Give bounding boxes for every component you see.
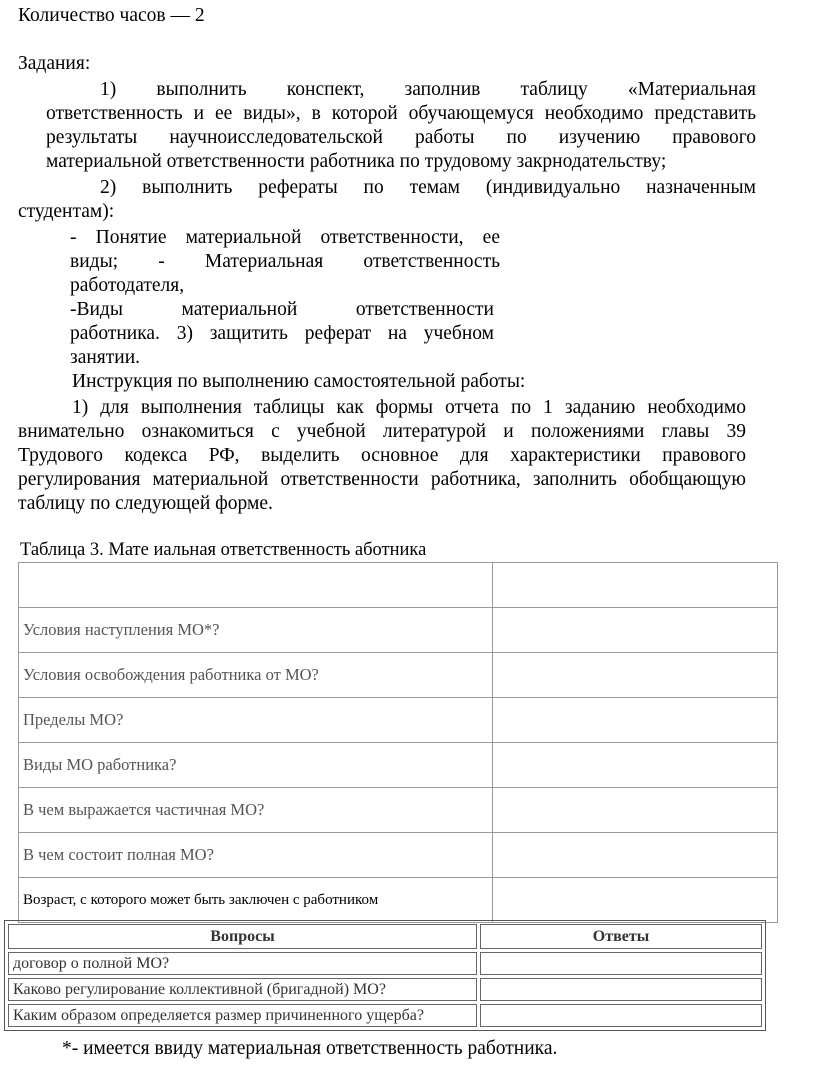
table-row [19, 878, 778, 923]
table-row [8, 978, 762, 1001]
task1-line-1: 1) выполнить конспект, заполнив таблицу «Материальная [100, 79, 756, 100]
topic-line-5: работника. 3) защитить реферат на учебном [70, 323, 494, 344]
answer-cell [480, 978, 762, 1001]
question-cell: Виды МО работника? [19, 743, 493, 788]
question-cell: Условия освобождения работника от МО? [19, 653, 493, 698]
answer-cell [493, 833, 778, 878]
task1-line-4: материальной ответственности работника по трудовому закрнодательству; [46, 151, 667, 172]
table-row [19, 563, 778, 608]
footnote: *- имеется ввиду материальная ответственность работника. [62, 1038, 558, 1059]
topic-line-2: виды; - Материальная ответственность [70, 251, 500, 272]
table-row [19, 653, 778, 698]
question-cell [19, 563, 493, 608]
question-cell: Пределы МО? [19, 698, 493, 743]
answer-cell [493, 653, 778, 698]
answers-header: Ответы [480, 924, 762, 949]
table-row [8, 1004, 762, 1027]
table-row [8, 952, 762, 975]
answer-cell [493, 608, 778, 653]
table-row [19, 743, 778, 788]
instructions-line-5: таблицу по следующей форме. [18, 493, 273, 514]
table-caption: Таблица 3. Мате иальная ответственность аботника [20, 540, 427, 560]
hours-line: Количество часов — 2 [18, 5, 205, 26]
topic-line-1: - Понятие материальной ответственности, ее [70, 227, 500, 248]
question-cell: договор о полной МО? [8, 952, 477, 975]
task2-line-2: студентам): [18, 201, 115, 222]
topic-line-6: занятии. [70, 347, 141, 368]
table-row [19, 833, 778, 878]
questions-header: Вопросы [8, 924, 477, 949]
question-cell: В чем выражается частичная МО? [19, 788, 493, 833]
task2-line-1: 2) выполнить рефераты по темам (индивидуально назначенным [100, 177, 756, 198]
topic-line-3: работодателя, [70, 275, 185, 296]
task1-line-2: ответственность и ее виды», в которой обучающемуся необходимо представить [46, 103, 756, 124]
instructions-line-1: 1) для выполнения таблицы как формы отчета по 1 заданию необходимо [72, 397, 746, 418]
table-row [19, 698, 778, 743]
instructions-line-3: Трудового кодекса РФ, выделить основное для характеристики правового [18, 445, 746, 466]
answer-cell [493, 563, 778, 608]
task1-line-3: результаты научноисследовательской работы по изучению правового [46, 127, 756, 148]
question-cell: Условия наступления МО*? [19, 608, 493, 653]
responsibility-table [18, 562, 778, 923]
answer-cell [480, 952, 762, 975]
table-row [19, 788, 778, 833]
instructions-line-2: внимательно ознакомиться с учебной литературой и положениями главы 39 [18, 421, 746, 442]
table-row [19, 608, 778, 653]
questions-answers-table [4, 920, 766, 1031]
answer-cell [480, 1004, 762, 1027]
tasks-label: Задания: [18, 53, 91, 74]
question-cell: В чем состоит полная МО? [19, 833, 493, 878]
table-header-row [8, 924, 762, 949]
answer-cell [493, 743, 778, 788]
instructions-line-4: регулирования материальной ответственности работника, заполнить обобщающую [18, 469, 746, 490]
answer-cell [493, 878, 778, 923]
question-cell: Каким образом определяется размер причиненного ущерба? [8, 1004, 477, 1027]
question-cell: Возраст, с которого может быть заключен с работником [19, 878, 493, 923]
question-cell: Каково регулирование коллективной (бригадной) МО? [8, 978, 477, 1001]
answer-cell [493, 788, 778, 833]
instructions-title: Инструкция по выполнению самостоятельной работы: [72, 371, 526, 392]
answer-cell [493, 698, 778, 743]
topic-line-4: -Виды материальной ответственности [70, 299, 494, 320]
